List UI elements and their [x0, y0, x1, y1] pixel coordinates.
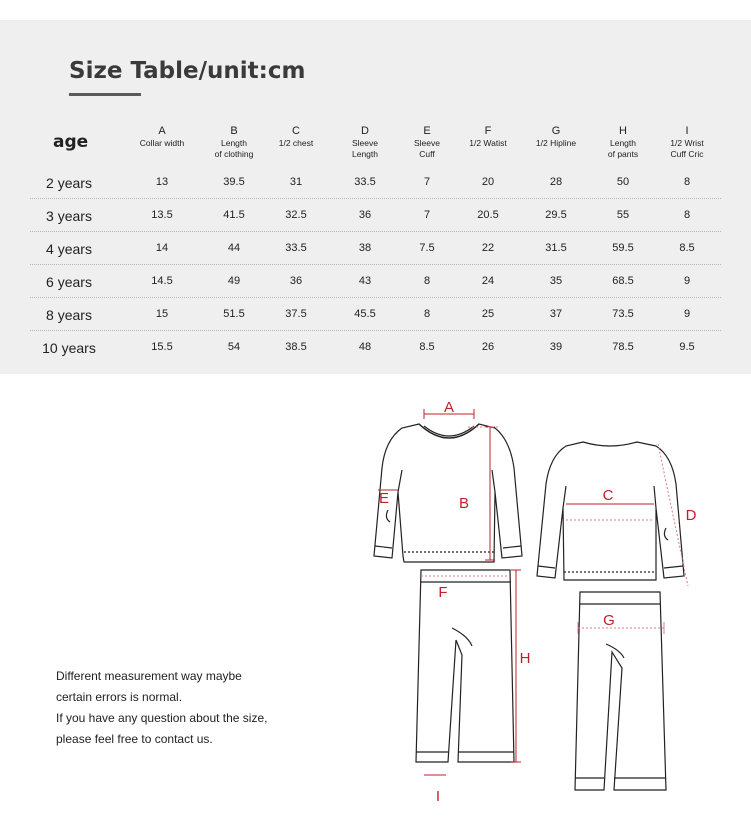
table-cell: 78.5	[612, 341, 634, 353]
table-cell: 55	[616, 209, 630, 221]
table-cell: 38	[358, 242, 372, 254]
table-cell: 39.5	[223, 176, 245, 188]
table-cell: 8	[423, 308, 431, 320]
table-cell: 41.5	[223, 209, 245, 221]
table-cell: 50	[616, 176, 630, 188]
age-cell: 3 years	[46, 208, 92, 224]
table-cell: 68.5	[612, 275, 634, 287]
table-cell: 33.5	[285, 242, 307, 254]
table-cell: 8.5	[419, 341, 435, 353]
label-b: B	[458, 495, 470, 512]
column-letter: I	[685, 125, 689, 137]
column-name: of pants	[607, 149, 639, 159]
table-cell: 13	[155, 176, 169, 188]
note-line: certain errors is normal.	[56, 690, 183, 704]
column-letter: G	[551, 125, 561, 137]
table-cell: 7.5	[419, 242, 435, 254]
label-c: C	[602, 487, 614, 504]
age-cell: 2 years	[46, 175, 92, 191]
table-cell: 44	[227, 242, 241, 254]
column-letter: F	[484, 125, 492, 137]
back-pants-illustration	[575, 592, 666, 790]
note-line: If you have any question about the size,	[56, 711, 268, 725]
table-cell: 37.5	[285, 308, 307, 320]
age-cell: 8 years	[46, 307, 92, 323]
column-letter: H	[619, 125, 627, 137]
label-e: E	[378, 490, 390, 507]
table-cell: 51.5	[223, 308, 245, 320]
table-cell: 15	[155, 308, 169, 320]
age-cell: 6 years	[46, 274, 92, 290]
table-cell: 39	[549, 341, 563, 353]
table-cell: 15.5	[151, 341, 173, 353]
column-letter: C	[292, 125, 300, 137]
back-shirt-illustration	[537, 442, 684, 580]
column-name: Length	[221, 138, 247, 148]
label-f: F	[438, 584, 448, 601]
table-cell: 7	[423, 176, 431, 188]
table-cell: 25	[481, 308, 495, 320]
column-name: 1/2 Watist	[469, 138, 507, 148]
column-name: 1/2 chest	[278, 138, 314, 148]
column-name: Sleeve	[352, 138, 378, 148]
column-name: 1/2 Hipline	[535, 138, 577, 148]
table-cell: 20.5	[477, 209, 499, 221]
age-cell: 10 years	[42, 340, 96, 356]
front-shirt-illustration	[374, 424, 522, 562]
table-cell: 13.5	[151, 209, 173, 221]
table-cell: 22	[481, 242, 495, 254]
page-title: Size Table/unit:cm	[69, 58, 306, 84]
table-cell: 48	[358, 341, 372, 353]
age-column-header: age	[53, 132, 89, 152]
column-name: Length	[610, 138, 636, 148]
table-cell: 8.5	[679, 242, 695, 254]
table-cell: 7	[423, 209, 431, 221]
table-cell: 9	[683, 275, 691, 287]
table-cell: 31.5	[545, 242, 567, 254]
table-cell: 8	[683, 176, 691, 188]
column-name: 1/2 Wrist	[670, 138, 704, 148]
note-line: Different measurement way maybe	[56, 669, 242, 683]
table-cell: 45.5	[354, 308, 376, 320]
table-cell: 36	[289, 275, 303, 287]
table-cell: 24	[481, 275, 495, 287]
table-cell: 36	[358, 209, 372, 221]
table-cell: 9.5	[679, 341, 695, 353]
note-line: please feel free to contact us.	[56, 732, 213, 746]
table-cell: 8	[683, 209, 691, 221]
table-cell: 28	[549, 176, 563, 188]
label-h: H	[519, 650, 531, 667]
table-cell: 32.5	[285, 209, 307, 221]
label-g: G	[603, 612, 615, 629]
table-cell: 38.5	[285, 341, 307, 353]
table-cell: 26	[481, 341, 495, 353]
column-name: Sleeve	[414, 138, 440, 148]
front-pants-illustration	[416, 570, 514, 762]
label-i: I	[435, 788, 441, 805]
column-name: Length	[352, 149, 378, 159]
column-letter: A	[158, 125, 166, 137]
table-cell: 49	[227, 275, 241, 287]
table-cell: 37	[549, 308, 563, 320]
column-name: Collar width	[139, 138, 185, 148]
column-name: Cuff	[419, 149, 435, 159]
age-cell: 4 years	[46, 241, 92, 257]
table-cell: 14.5	[151, 275, 173, 287]
table-cell: 59.5	[612, 242, 634, 254]
column-letter: B	[230, 125, 238, 137]
table-cell: 20	[481, 176, 495, 188]
label-d: D	[685, 507, 697, 524]
table-cell: 14	[155, 242, 169, 254]
table-cell: 33.5	[354, 176, 376, 188]
column-name: of clothing	[214, 149, 254, 159]
table-cell: 73.5	[612, 308, 634, 320]
table-cell: 31	[289, 176, 303, 188]
label-a: A	[443, 399, 455, 416]
table-cell: 8	[423, 275, 431, 287]
table-cell: 35	[549, 275, 563, 287]
column-name: Cuff Cric	[670, 149, 704, 159]
table-cell: 43	[358, 275, 372, 287]
table-cell: 54	[227, 341, 241, 353]
column-letter: D	[361, 125, 369, 137]
table-cell: 9	[683, 308, 691, 320]
table-cell: 29.5	[545, 209, 567, 221]
column-letter: E	[423, 125, 431, 137]
